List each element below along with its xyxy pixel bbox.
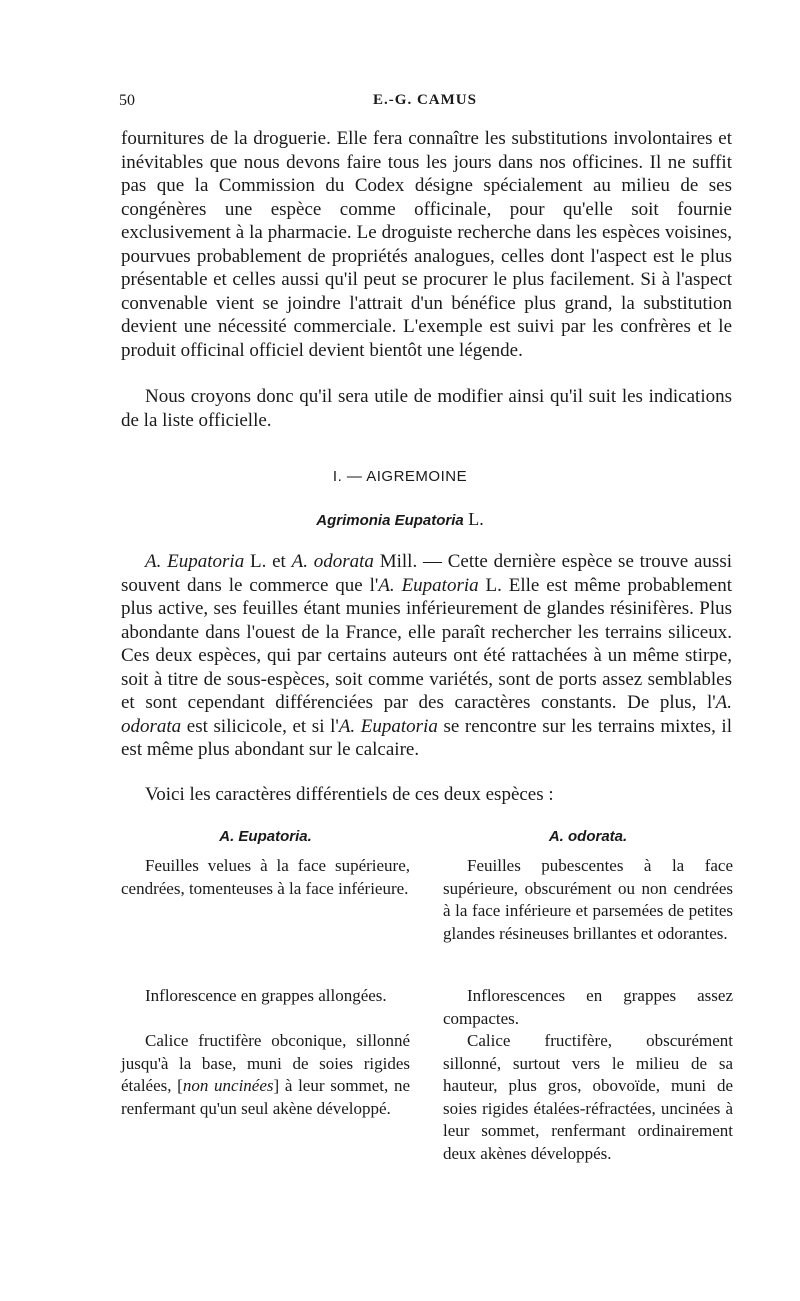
text-run-5: se rencontre sur les terrains mixtes, il est même plus abondant sur le calcaire. [121,715,732,760]
left-calyx-italic: non uncinées [182,1076,274,1095]
paragraph-3 [121,550,732,762]
text-run-3: L. Elle est même probablement plus active, ses feuilles étant munies inférieurement de glandes résinifères. Plus abondante dans l'ouest de la France, elle paraît rechercher les terrains siliceux. Ces deux espèces, qui par certains auteurs ont été rattachées à un même stirpe, soit à titre de sous-espèces, soit comme variétés, sont de ports assez semblables et sont cependant différenciées par des caractères constants. De plus, l' [121,574,733,713]
paragraph-4: Voici les caractères différentiels de ces deux espèces : [145,784,554,805]
right-column-heading: A. odorata. [548,828,628,845]
species-author: L. [468,509,484,529]
right-inflorescence-text: Inflorescences en grappes assez compactes. [443,986,733,1028]
text-run-4: est silicicole, et si l' [181,715,339,737]
species-name: Agrimonia Eupatoria [316,512,464,529]
paragraph-1: fournitures de la droguerie. Elle fera connaître les substitutions involontaires et inévitables que nous devons faire tous les jours dans nos officines. Il ne suffit pas que la Commission du Codex désigne spécialement au milieu de ses congénères une espèce comme officinale, pour qu'elle soit fournie exclusivement à la pharmacie. Le droguiste recherche dans les espèces voisines, pourvues probablement de propriétés analogues, celles dont l'aspect est le plus présentable et celles aussi qu'il peut se procurer le plus facilement. Si à l'aspect convenable vient se joindre l'attrait d'un bénéfice plus grand, la substitution devient une nécessité commerciale. L'exemple est suivi par les confrères et le produit officinal officiel devient bientôt une légende. [121,128,732,361]
species-heading [0,509,800,530]
left-column-heading: A. Eupatoria. [219,828,312,845]
left-calyx-part-b: ] à leur sommet, ne renfermant qu'un seul akène développé. [121,1076,411,1118]
species-ref-1: A. Eupatoria [145,551,245,572]
left-calyx-text [121,1030,410,1120]
left-leaves-text: Feuilles velues à la face supérieure, cendrées, tomenteuses à la face inférieure. [121,856,410,898]
species-ref-3: A. Eupatoria [378,574,479,596]
right-calyx-text: Calice fructifère, obscurément sillonné, surtout vers le milieu de sa hauteur, plus gros, obovoïde, muni de soies rigides étalées-réfractées, uncinées à leur sommet, renfermant ordinairement deux akènes développés. [443,1031,733,1163]
running-head: E.-G. CAMUS [373,92,477,108]
right-leaves-text: Feuilles pubescentes à la face supérieure, obscurément ou non cendrées à la face inférieure et parsemées de petites glandes résineuses brillantes et odorantes. [443,856,733,943]
left-inflorescence-text: Inflorescence en grappes allongées. [145,986,387,1005]
section-heading: I. — AIGREMOINE [332,468,468,485]
left-calyx-part-a: Calice fructifère obconique, sillonné jusqu'à la base, muni de soies rigides étalées, [ [121,1031,410,1095]
text-run-1: L. et [244,551,292,572]
page-header [119,92,731,114]
page-number: 50 [119,92,135,109]
text-run-2: Mill. — Cette dernière espèce se trouve aussi souvent dans le commerce que l' [121,551,732,596]
species-ref-2: A. odorata [291,551,374,572]
species-ref-4: A. odorata [121,692,732,737]
species-ref-5: A. Eupatoria [338,715,438,737]
paragraph-2: Nous croyons donc qu'il sera utile de modifier ainsi qu'il suit les indications de la liste officielle. [121,386,732,431]
